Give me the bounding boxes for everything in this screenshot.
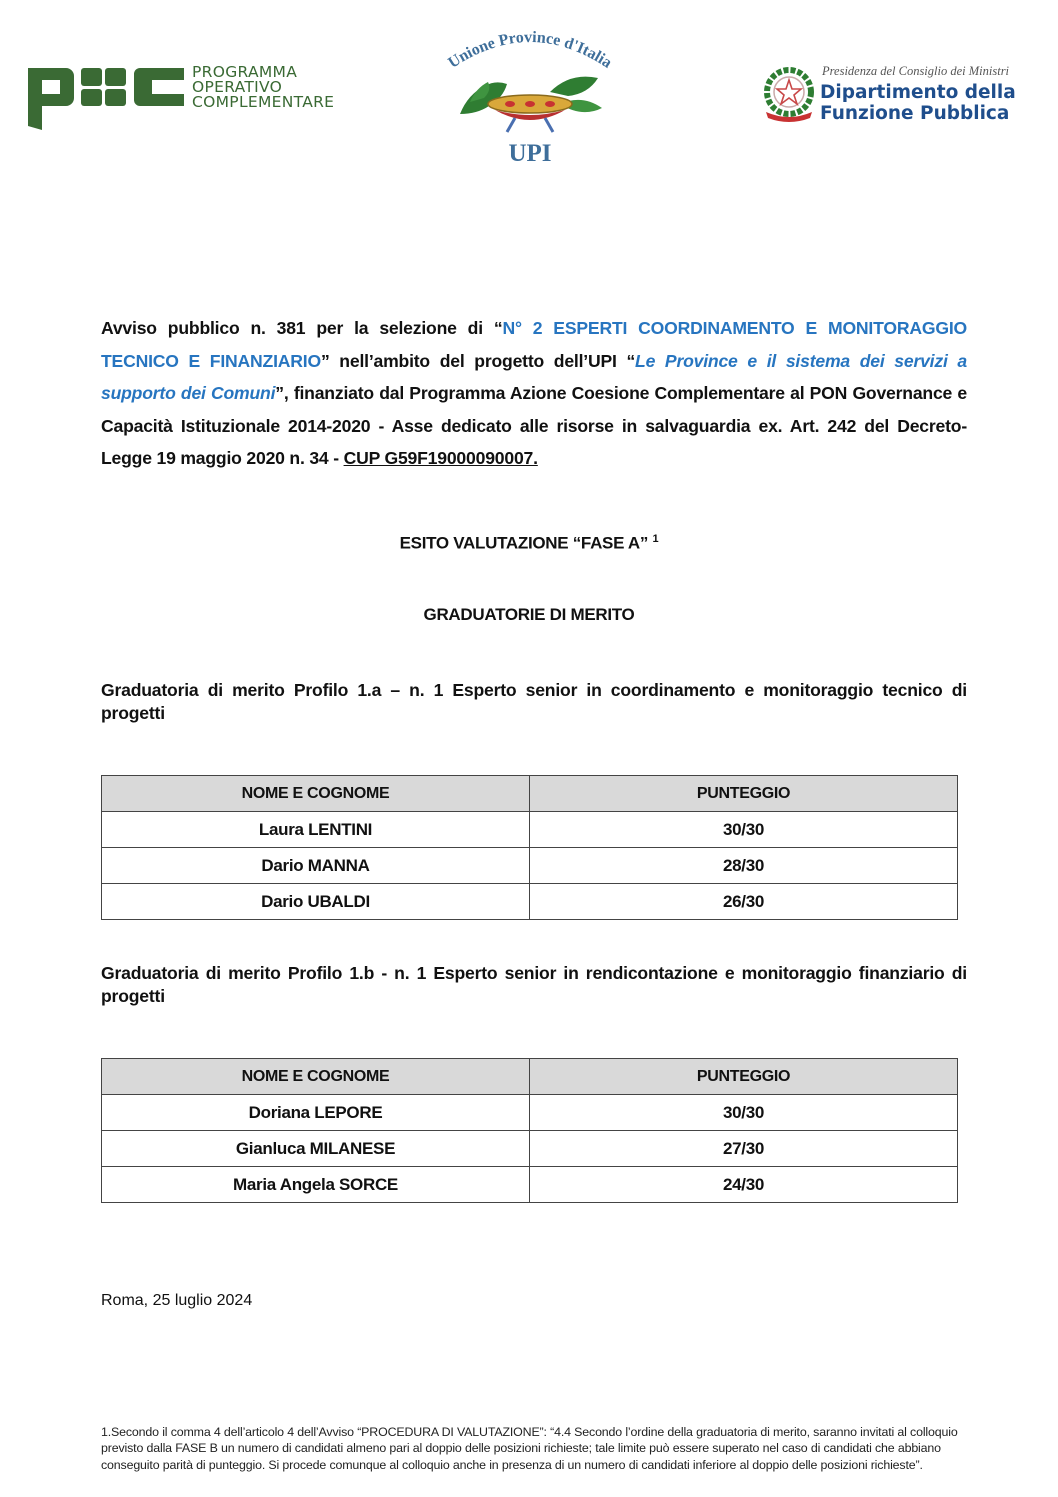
footnote: 1.Secondo il comma 4 dell’articolo 4 dell’Avviso “PROCEDURA DI VALUTAZIONE”: “4.4 Secondo l’ordine della graduatoria di merito, saranno invitati al colloquio previsto dalla FASE B un numero di candidati almeno pari al doppio delle posizioni richieste; tale limite può essere superato nel caso di candidati che abbiano conseguito parità di punteggio. Si procede comunque al colloquio anche in presenza di un numero di candidati inferiore al doppio delle posizioni richieste”. [101,1425,958,1472]
poc-line-3: COMPLEMENTARE [192,93,335,111]
table-header-row [102,1059,958,1095]
ranking-1-title: Graduatoria di merito Profilo 1.a – n. 1 Esperto senior in coordinamento e monitoraggio tecnico di progetti [101,680,967,723]
italian-republic-emblem-icon [760,60,818,126]
esito-heading [0,533,1058,554]
poc-logo-text [192,65,334,110]
poc-logo [26,62,356,134]
candidate-score: 27/30 [530,1131,958,1167]
table-row [102,1095,958,1131]
poc-line-1: PROGRAMMA [192,63,298,81]
candidate-name: Laura LENTINI [102,812,530,848]
table-row [102,848,958,884]
candidate-name: Doriana LEPORE [102,1095,530,1131]
intro-cup-code: CUP G59F19000090007. [343,448,538,468]
esito-heading-text: ESITO VALUTAZIONE “FASE A” [399,533,649,553]
ranking-2-table [101,1058,958,1203]
column-header-name: NOME E COGNOME [102,1059,530,1095]
candidate-score: 24/30 [530,1167,958,1203]
dfp-logo [760,60,1040,130]
candidate-score: 28/30 [530,848,958,884]
dfp-presidenza-text: Presidenza del Consiglio dei Ministri [822,64,1010,78]
upi-logo [440,22,620,172]
table-row [102,1131,958,1167]
intro-part-2: ” nell’ambito del progetto dell’UPI “ [320,350,636,371]
dfp-department-name [820,82,1016,124]
intro-part-3: ”, finanziato dal Programma Azione Coesione Complementare al PON Governance e Capacità Istituzionale 2014-2020 - Asse dedicato alle risorse in salvaguardia ex. Art. 242 del Decreto-Legge 19 maggio 2020 n. 34 - [101,383,967,468]
column-header-score: PUNTEGGIO [530,1059,958,1095]
column-header-score: PUNTEGGIO [530,776,958,812]
footnote-ref: 1 [652,533,659,545]
table-header-row [102,776,958,812]
candidate-score: 30/30 [530,812,958,848]
intro-part-1: Avviso pubblico n. 381 per la selezione di “ [101,318,503,338]
candidate-name: Dario MANNA [102,848,530,884]
table-row [102,1167,958,1203]
column-header-name: NOME E COGNOME [102,776,530,812]
upi-letters: UPI [508,140,552,167]
poc-logo-mark-icon [26,62,186,134]
candidate-name: Gianluca MILANESE [102,1131,530,1167]
intro-position-title: N° 2 ESPERTI COORDINAMENTO E MONITORAGGIO TECNICO E FINANZIARIO [101,318,967,371]
poc-line-2: OPERATIVO [192,78,283,96]
table-row [102,884,958,920]
candidate-name: Dario UBALDI [102,884,530,920]
svg-text:Unione Province d'Italia [445,29,615,72]
ranking-2-title: Graduatoria di merito Profilo 1.b - n. 1 Esperto senior in rendicontazione e monitoraggio finanziario di progetti [101,963,967,1006]
candidate-score: 26/30 [530,884,958,920]
candidate-name: Maria Angela SORCE [102,1167,530,1203]
dfp-line-1: Dipartimento della [820,82,1016,103]
graduatorie-heading: GRADUATORIE DI MERITO [423,605,635,624]
ranking-1-table [101,775,958,920]
upi-arc-text: Unione Province d'Italia [445,28,615,72]
table-row [102,812,958,848]
dfp-line-2: Funzione Pubblica [820,103,1010,124]
intro-paragraph [101,312,967,475]
intro-project-title: Le Province e il sistema dei servizi a supporto dei Comuni [101,350,967,403]
place-date: Roma, 25 luglio 2024 [101,1292,253,1309]
candidate-score: 30/30 [530,1095,958,1131]
crown-wreath-emblem-icon [440,22,620,142]
